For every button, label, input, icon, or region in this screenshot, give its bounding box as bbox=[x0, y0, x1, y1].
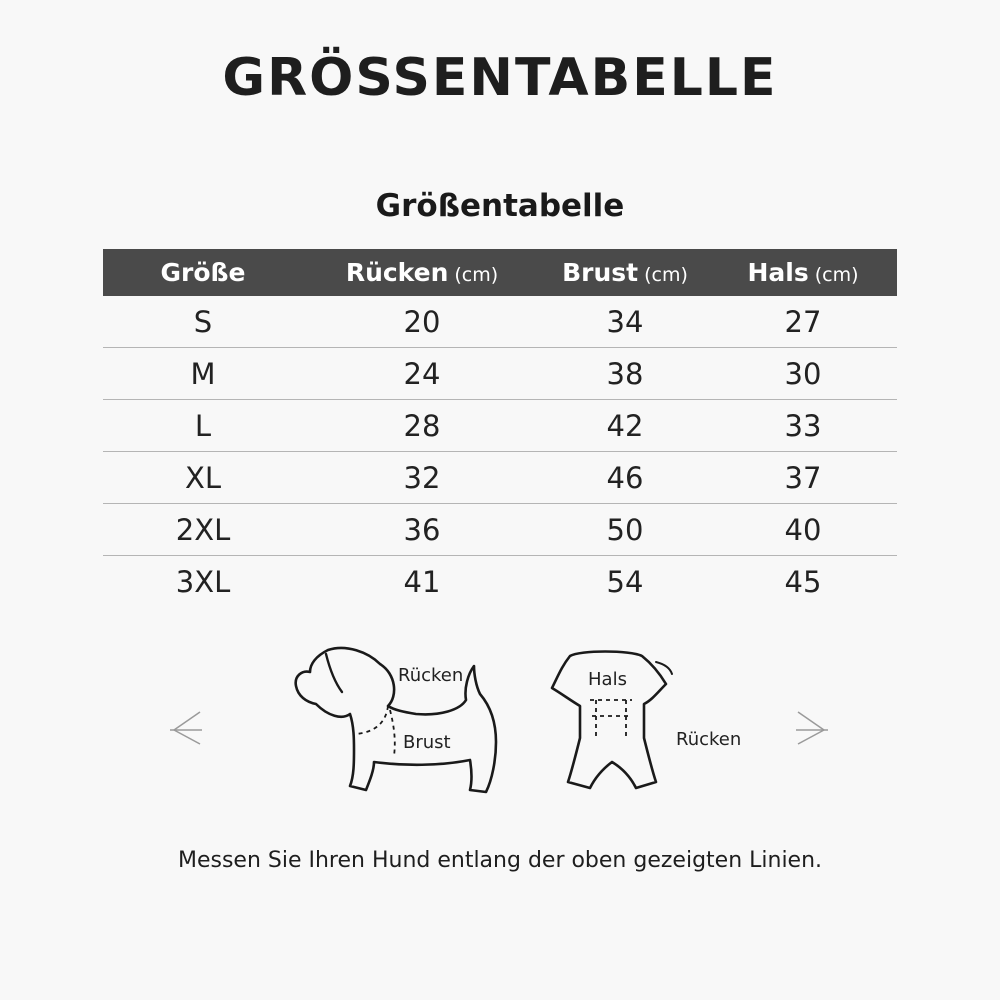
chest-cell: 46 bbox=[541, 452, 709, 504]
neck-cell: 27 bbox=[709, 296, 897, 348]
size-cell: XL bbox=[103, 452, 303, 504]
neck-cell: 45 bbox=[784, 564, 822, 599]
table-row bbox=[103, 452, 897, 504]
neck-cell: 37 bbox=[709, 452, 897, 504]
table-row bbox=[103, 504, 897, 556]
neck-cell: 40 bbox=[709, 504, 897, 556]
header-label: Brust bbox=[562, 258, 639, 287]
table-header-row bbox=[103, 249, 897, 296]
header-unit: (cm) bbox=[644, 264, 688, 286]
label-neck: Hals bbox=[588, 669, 627, 690]
label-chest: Brust bbox=[403, 732, 451, 753]
back-cell: 41 bbox=[403, 564, 441, 599]
neck-cell: 33 bbox=[709, 400, 897, 452]
header-unit: (cm) bbox=[814, 264, 859, 286]
back-cell: 24 bbox=[303, 348, 541, 400]
label-back-side: Rücken bbox=[398, 665, 464, 686]
size-cell: 2XL bbox=[103, 504, 303, 556]
table-row bbox=[103, 296, 897, 348]
left-cut-mark-icon bbox=[170, 712, 202, 744]
header-label: Rücken bbox=[345, 258, 449, 287]
chest-cell: 34 bbox=[541, 296, 709, 348]
back-cell: 28 bbox=[303, 400, 541, 452]
table-row bbox=[103, 400, 897, 452]
header-back bbox=[303, 249, 541, 296]
page-title: GRÖSSENTABELLE bbox=[222, 48, 778, 108]
table-title: Größentabelle bbox=[375, 188, 625, 224]
header-neck bbox=[709, 249, 897, 296]
chest-cell: 50 bbox=[541, 504, 709, 556]
back-cell: 36 bbox=[303, 504, 541, 556]
header-label: Größe bbox=[160, 258, 246, 287]
chest-cell: 42 bbox=[541, 400, 709, 452]
neck-cell: 30 bbox=[709, 348, 897, 400]
size-cell: S bbox=[103, 296, 303, 348]
size-cell: 3XL bbox=[175, 564, 231, 599]
right-cut-mark-icon bbox=[796, 712, 828, 744]
measurement-note: Messen Sie Ihren Hund entlang der oben gezeigten Linien. bbox=[177, 848, 823, 873]
back-cell: 32 bbox=[303, 452, 541, 504]
size-table bbox=[103, 249, 897, 607]
label-back-top: Rücken bbox=[676, 729, 742, 750]
garment-measure-lines bbox=[590, 700, 632, 736]
chest-cell: 54 bbox=[606, 564, 644, 599]
dog-measure-lines bbox=[356, 706, 395, 756]
table-row bbox=[103, 348, 897, 400]
size-cell: L bbox=[103, 400, 303, 452]
size-cell: M bbox=[103, 348, 303, 400]
table-row bbox=[103, 556, 897, 608]
chest-cell: 38 bbox=[541, 348, 709, 400]
header-label: Hals bbox=[747, 258, 809, 287]
back-cell: 20 bbox=[303, 296, 541, 348]
header-unit: (cm) bbox=[454, 264, 499, 286]
measurement-illustration bbox=[160, 630, 840, 810]
header-chest bbox=[541, 249, 709, 296]
dog-side-view-icon bbox=[296, 648, 496, 792]
header-size bbox=[103, 249, 303, 296]
